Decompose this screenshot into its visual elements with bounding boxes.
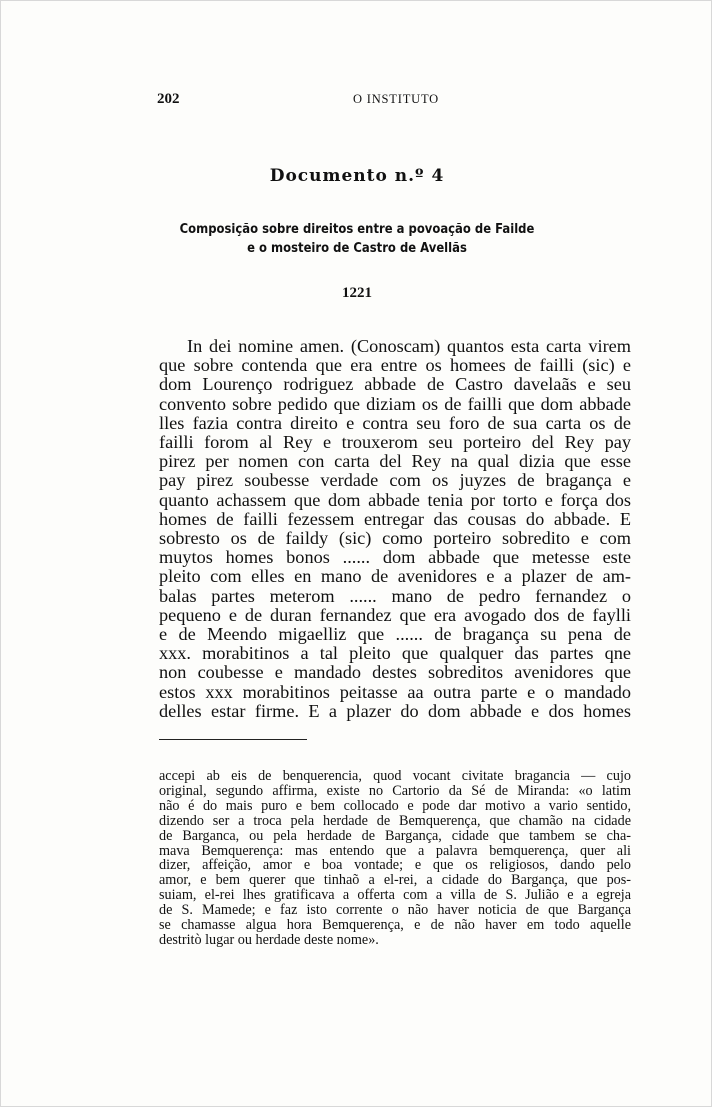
document-subtitle [51,220,663,258]
footnote-line: accepi ab eis de benquerencia, quod vocant civitate bragancia — cujo [159,768,631,784]
document-title: Documento n.º 4 [269,166,445,186]
subtitle-line: e o mosteiro de Castro de Avellãs [247,240,467,256]
page-number: 202 [157,91,180,107]
body-line: non coubesse e mandado destes sobreditos avenidores que [159,662,631,683]
body-line: balas partes meterom ...... mano de pedro fernandez o [159,585,631,606]
body-line: sobresto os de faildy (sic) como porteiro sobredito e com [159,528,631,549]
footnote-line: suiam, el-rei lhes gratificava a offerta com a villa de S. Julião e a egreja [159,887,631,904]
footnote-line: se chamasse algua hora Bemquerença, e de não haver em todo aquelle [159,917,631,934]
footnote-line: amor, e bem querer que tinhaõ a el-rei, a cidade do Bargança, que pos- [159,872,631,889]
body-line: e de Meendo migaelliz que ...... de bragança su pena de [159,624,631,645]
footnote [159,769,631,948]
footnote-line: não é do mais puro e bem collocado e pode dar motivo a vario sentido, [159,797,631,814]
document-body [159,337,631,721]
running-head [157,91,635,111]
footnote-line: original, segundo affirma, existe no Cartorio da Sé de Miranda: «o latim [159,782,631,799]
body-line: pirez per nomen con carta del Rey na qual dizia que esse [159,451,631,472]
footnote-separator [159,739,307,740]
body-line: que sobre contenda que era entre os homees de failli (sic) e [159,355,631,376]
body-line: delles estar firme. E a plazer do dom abbade e dos homes [159,700,631,721]
journal-title: O INSTITUTO [353,92,439,106]
body-line: estos xxx morabitinos peitasse aa outra parte e o mandado [159,681,631,702]
body-line: dom Lourenço rodriguez abbade de Castro davelaãs e seu [159,374,631,395]
footnote-line: de Barganca, ou pela herdade de Bargança, cidade que tambem se cha- [159,827,631,844]
body-line: pequeno e de duran fernandez que era avogado dos de faylli [159,604,631,625]
body-line: lles fazia contra direito e contra seu foro de sua carta os de [159,412,631,433]
body-line: In dei nomine amen. (Conoscam) quantos esta carta virem [187,336,631,356]
body-line: pleito com elles en mano de avenidores e a plazer de am- [159,566,631,587]
body-line: homes de failli fezessem entregar das cousas do abbade. E [159,508,631,529]
footnote-line: de S. Mamede; e faz isto corrente o não haver noticia de que Bargança [159,902,631,919]
body-line: pay pirez soubesse verdade com os juyzes de bragança e [159,470,631,491]
subtitle-line: Composição sobre direitos entre a povoação de Failde [179,221,535,237]
footnote-line: dizer, affeição, amor e boa vontade; e que os religiosos, dando pelo [159,857,631,874]
footnote-line: mava Bemquerença: mas entendo que a palavra bemquerença, quer ali [159,842,631,859]
body-line: convento sobre pedido que diziam os de failli que dom abbade [159,393,631,414]
body-line: xxx. morabitinos a tal pleito que qualquer das partes qne [159,643,631,664]
footnote-line: dizendo ser a troca pela herdade de Bemquerença, que chamão na cidade [159,812,631,829]
footnote-line: destritò lugar ou herdade deste nome». [159,931,379,948]
body-line: failli forom al Rey e trouxerom seu porteiro del Rey pay [159,432,631,453]
body-line: quanto achassem que dom abbade tenia por torto e força dos [159,489,631,510]
body-line: muytos homes bonos ...... dom abbade que metesse este [159,547,631,568]
document-year: 1221 [342,285,372,301]
